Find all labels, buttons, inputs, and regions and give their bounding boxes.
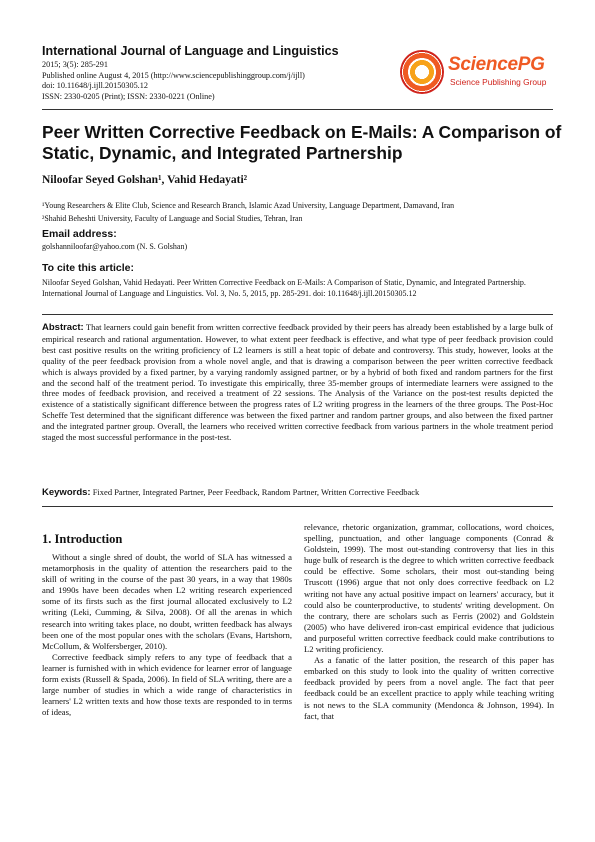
- paragraph: Corrective feedback simply refers to any type of feedback that a learner is furnished with in which evidence for learner error of language form exists (Russell & Spada, 2006). In field of SLA writing, there are a large number of studies in which a wide range of characteristics in learners' L2 written texts and how those texts are responded to in terms of ideas,: [42, 651, 292, 718]
- logo-emblem-icon: [400, 50, 444, 94]
- journal-meta: [42, 60, 305, 102]
- paragraph: Without a single shred of doubt, the world of SLA has witnessed a metamorphosis in the quality of attention the researchers paid to the skill of writing in the course of the past 30 years, in a way that 1980s and 1990s have been decades when L2 writing research experienced some of its firsts such as the first journal allocated exclusively to L2 writing (Leki, Cumming, & Silva, 2008). Of all the arenas in which research into writing takes place, no doubt, written feedback has always been one of the most popular ones with the scholars (Evans, Hartshorn, McCollum, & Wolfersberger, 2010).: [42, 552, 292, 651]
- meta-line: Published online August 4, 2015 (http://www.sciencepublishinggroup.com/j/ijll): [42, 70, 305, 80]
- meta-line: 2015; 3(5): 285-291: [42, 60, 108, 69]
- header-divider: [42, 109, 553, 110]
- paragraph: relevance, rhetoric organization, grammar, collocations, word choices, spelling, punctuation, and other language components (Conrad & Goldstein, 1999). The most out-standing controversy that lies in this huge bulk of research is the degree to which written corrective feedback could be effective. Some scholars, their most out-standing being Truscott (1996) argue that not only does corrective feedback on L2 writing not have any actual positive impact on learners' accuracy, but it could also be counterproductive, to students' writing development. On the contrary, there are scholars such as Ferris (2002) and Goldstein (2005) who have delivered iron-cast empirical evidence that judicious and purposeful written corrective feedback could make contributions to L2 writing proficiency.: [304, 522, 554, 655]
- logo-subtitle: Science Publishing Group: [450, 77, 547, 87]
- cite-heading: To cite this article:: [42, 262, 134, 274]
- citation-text: Niloofar Seyed Golshan, Vahid Hedayati. Peer Written Corrective Feedback on E-Mails: A Comparison of Static, Dynamic, and Integrated Partnership. International Journal of Language and Linguistics. Vol. 3, No. 5, 2015, pp. 285-291. doi: 10.11648/j.ijll.20150305.12: [42, 278, 526, 298]
- abstract: [42, 322, 553, 443]
- affiliation: ¹Young Researchers & Elite Club, Science and Research Branch, Islamic Azad University, Language Department, Damavand, Iran: [42, 201, 455, 210]
- abstract-label: Abstract:: [42, 322, 84, 333]
- keywords-text: Fixed Partner, Integrated Partner, Peer Feedback, Random Partner, Written Corrective Feedback: [92, 487, 420, 497]
- paragraph: As a fanatic of the latter position, the research of this paper has embarked on this study to look into the quality of written corrective feedback provided by peers from a novel angle. The fact that peer feedback could be an excellent practice to apply while teaching writing is not news to the SLA community (Mendonca & Johnson, 1994). In fact, that: [304, 655, 554, 721]
- paper-title: Peer Written Corrective Feedback on E-Mails: A Comparison of Static, Dynamic, and Integrated Partnership: [42, 122, 562, 163]
- meta-line: doi: 10.11648/j.ijll.20150305.12: [42, 81, 148, 91]
- email-heading: Email address:: [42, 228, 117, 240]
- abstract-bottom-divider: [42, 506, 553, 507]
- email-address[interactable]: golshanniloofar@yahoo.com (N. S. Golshan): [42, 242, 188, 251]
- right-column: [304, 522, 554, 722]
- keywords-label: Keywords:: [42, 487, 91, 498]
- left-column: [42, 552, 292, 718]
- abstract-text: That learners could gain benefit from written corrective feedback provided by their peers has already been established by a large bulk of empirical research and rational argumentation. However, to what extent peer feedback is effective, and what type of peer feedback provision could best cast positive results on the writing proficiency of L2 learners is still a heat topic of debate and controversy. This study, however, looks at the quality of the peer feedback provision from a whole novel angle, and that is drawing a comparison between the peer written corrective feedback which is always provided by a fixed partner, by a varying randomly assigned partner, or by a hybrid of both fixed and random partners for the first and the second half of the treatment period. To investigate this empirically, three 35-member groups of intermediate learners were assigned to the three modes of feedback provision, and received a treatment of 22 sessions. The Analysis of the Variance on the post-test results depicted the existence of a statistically significant difference between the progress rates of L2 writing progress in the learners of the three groups. The Post-Hoc Scheffe Test determined that the significant difference was between the fixed partner and random partner groups, and also between the fixed partner and the integrated partner group. Overall, the learners who received written corrective feedback from various partners in the whole treatment period staged the most successful performance in the post-test.: [42, 322, 553, 443]
- affiliation: ²Shahid Beheshti University, Faculty of Language and Social Studies, Tehran, Iran: [42, 214, 303, 223]
- keywords: [42, 487, 553, 498]
- meta-line: ISSN: 2330-0205 (Print); ISSN: 2330-0221 (Online): [42, 91, 215, 101]
- abstract-top-divider: [42, 314, 553, 315]
- sciencepg-logo: [400, 50, 550, 98]
- affiliations: [42, 199, 454, 225]
- logo-name: SciencePG: [448, 54, 545, 75]
- authors: Niloofar Seyed Golshan¹, Vahid Hedayati²: [42, 174, 248, 186]
- intro-heading: 1. Introduction: [42, 532, 123, 546]
- journal-title: International Journal of Language and Linguistics: [42, 44, 339, 58]
